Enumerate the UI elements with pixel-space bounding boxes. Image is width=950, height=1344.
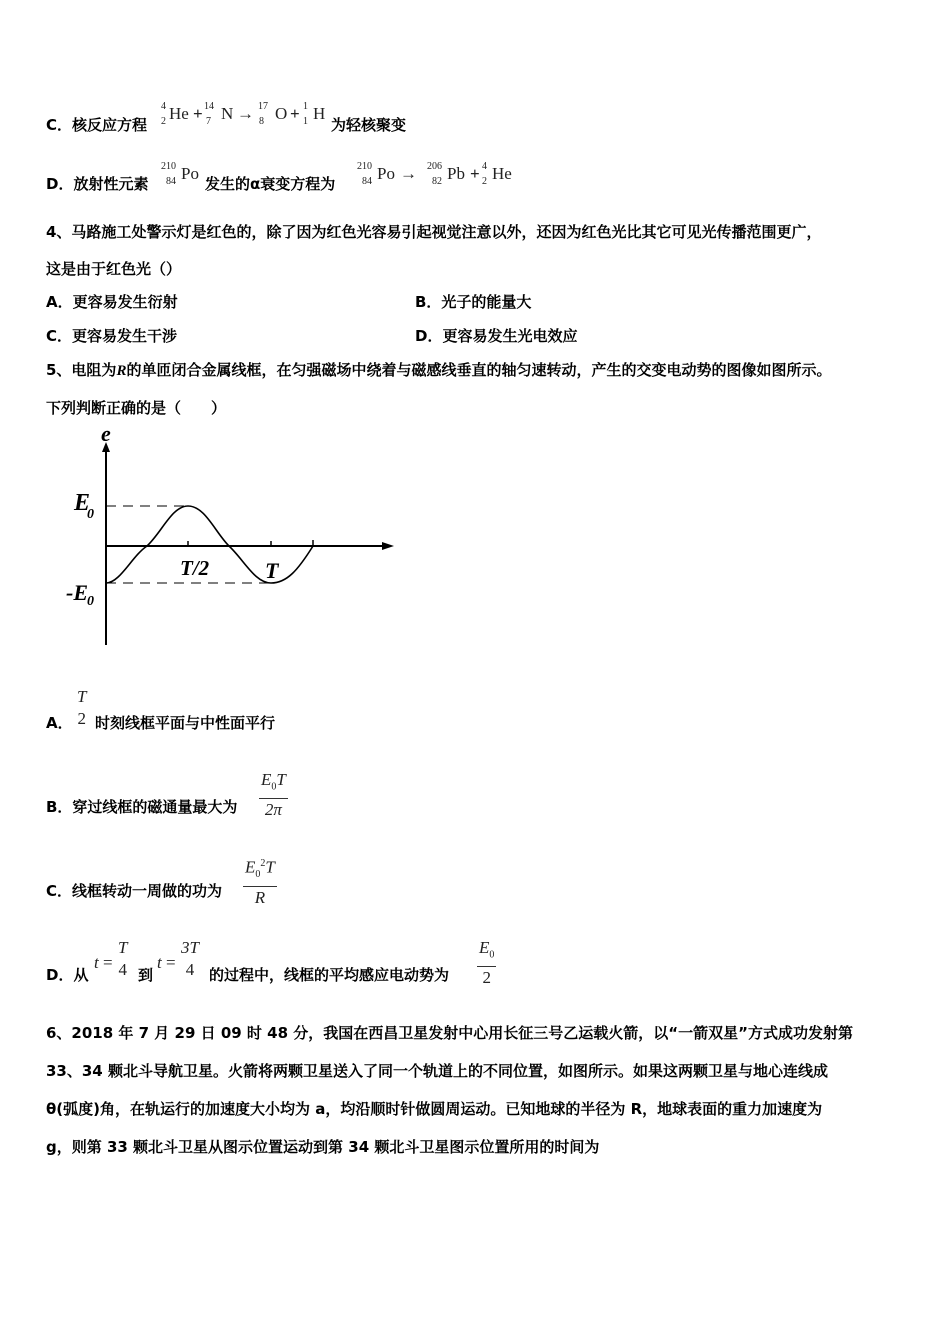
q6-line4: g，则第 33 颗北斗卫星从图示位置运动到第 34 颗北斗卫星图示位置所用的时间为 xyxy=(46,1138,600,1156)
y-axis-label: e xyxy=(101,422,111,446)
frac-t-over-4: T 4 xyxy=(118,938,128,979)
q6-line1: 6、2018 年 7 月 29 日 09 时 48 分，我国在西昌卫星发射中心用长征三号乙运载火箭，以“一箭双星”方式成功发射第 xyxy=(46,1024,853,1042)
q6-line3: θ(弧度)角，在轨运行的加速度大小均为 a，均沿顺时针做圆周运动。已知地球的半径为 R，地球表面的重力加速度为 xyxy=(46,1100,823,1118)
neg-e0-sub: 0 xyxy=(87,594,94,609)
q6-line2: 33、34 颗北斗导航卫星。火箭将两颗卫星送入了同一个轨道上的不同位置，如图所示。如果这两颗卫星与地心连线成 xyxy=(46,1062,828,1080)
e0-label: E xyxy=(74,490,91,516)
frac-3t-over-4: 3T 4 xyxy=(181,938,199,979)
e0-sub: 0 xyxy=(87,507,94,522)
frac-e0-over-2: $\frac{E_0}{2}$ xyxy=(479,938,495,988)
frac-e0sq-t-over-r: $\frac{E_0^2T}{R}$ xyxy=(243,853,277,909)
emf-graph xyxy=(60,422,420,652)
q4-option-a[interactable]: A．更容易发生衍射 xyxy=(46,293,178,311)
q4-option-c[interactable]: C．更容易发生干涉 xyxy=(46,327,178,345)
q5-stem-line1: 5、电阻为R的单匝闭合金属线框，在匀强磁场中绕着与磁感线垂直的轴匀速转动，产生的交变电动势的图像如图所示。 xyxy=(46,361,832,379)
t-label: T xyxy=(265,558,279,583)
emf-curve xyxy=(106,506,313,583)
q3-option-c-label: C．核反应方程 xyxy=(46,116,148,134)
q3-option-d-mid: 发生的α衰变方程为 xyxy=(205,175,336,193)
q5-stem-line2: 下列判断正确的是（ ） xyxy=(46,399,227,417)
half-t-label: T/2 xyxy=(180,556,210,580)
q3-option-c-suffix: 为轻核聚变 xyxy=(331,116,407,134)
q4-stem-line1: 4、马路施工处警示灯是红色的，除了因为红色光容易引起视觉注意以外，还因为红色光比其它可见光传播范围更广， xyxy=(46,223,822,241)
x-axis-arrow xyxy=(382,542,394,550)
neg-e0-label: -E xyxy=(66,580,88,605)
frac-e0t-over-2pi: $\frac{E_0T}{2\pi}$ xyxy=(261,770,286,820)
q4-stem-line2: 这是由于红色光（） xyxy=(46,260,182,278)
q4-option-b[interactable]: B．光子的能量大 xyxy=(415,293,532,311)
q4-option-d[interactable]: D．更容易发生光电效应 xyxy=(415,327,578,345)
q3-option-d-label: D．放射性元素 xyxy=(46,175,149,193)
frac-t-over-2: T 2 xyxy=(77,687,87,728)
